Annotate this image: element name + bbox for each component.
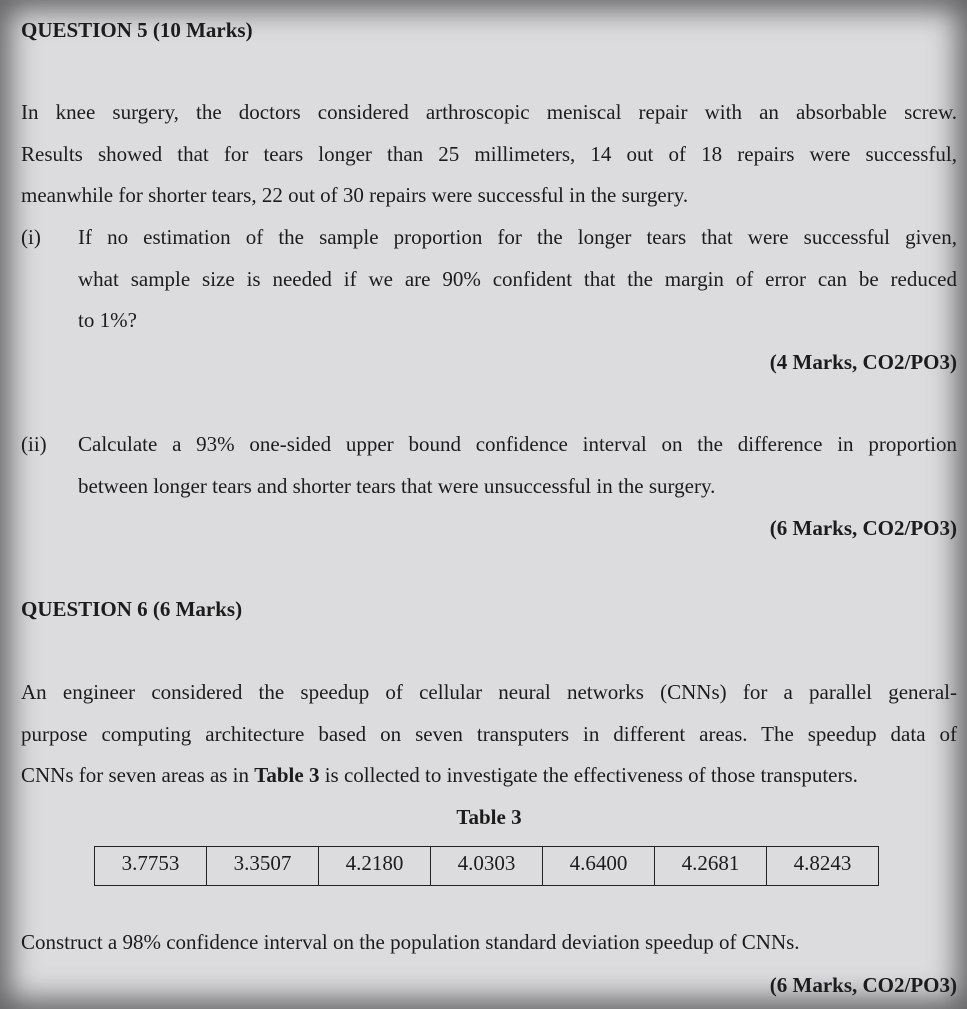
q6-intro-line-1: An engineer considered the speedup of cellular neural networks (CNNs) for a parallel general- — [21, 680, 957, 704]
question-5-intro — [21, 92, 957, 217]
q6-intro-line-3-end: is collected to investigate the effectiveness of those transputers. — [319, 763, 858, 787]
table-cell-3: 4.2180 — [319, 847, 431, 886]
part-ii-label: (ii) — [21, 432, 47, 456]
table-cell-6: 4.2681 — [655, 847, 767, 886]
part-ii-text — [78, 424, 957, 507]
q5-intro-line-1: In knee surgery, the doctors considered arthroscopic meniscal repair with an absorbable screw. — [21, 100, 957, 124]
table-cell-4: 4.0303 — [431, 847, 543, 886]
part-i-line-2: what sample size is needed if we are 90% confident that the margin of error can be reduced — [78, 266, 957, 291]
part-i-line-3: to 1%? — [78, 308, 137, 332]
table-3-caption: Table 3 — [456, 805, 522, 829]
part-ii-line-2: between longer tears and shorter tears that were unsuccessful in the surgery. — [78, 473, 716, 498]
part-i-marks: (4 Marks, CO2/PO3) — [769, 350, 957, 374]
question-6-intro — [21, 672, 957, 797]
question-6-marks: (6 Marks, CO2/PO3) — [769, 973, 957, 997]
q6-intro-line-2: purpose computing architecture based on seven transputers in different areas. The speedup data of — [21, 721, 957, 746]
q6-intro-line-3 — [21, 755, 957, 797]
question-6-heading: QUESTION 6 (6 Marks) — [21, 597, 243, 621]
speedup-data-table — [94, 846, 879, 886]
table-row — [95, 847, 879, 886]
table-cell-2: 3.3507 — [207, 847, 319, 886]
table-reference: Table 3 — [254, 763, 320, 787]
question-6-task: Construct a 98% confidence interval on the population standard deviation speedup of CNNs. — [21, 930, 800, 954]
table-cell-7: 4.8243 — [767, 847, 879, 886]
table-cell-1: 3.7753 — [95, 847, 207, 886]
part-i-text — [78, 217, 957, 342]
part-i-label: (i) — [21, 225, 41, 249]
part-ii-marks: (6 Marks, CO2/PO3) — [769, 516, 957, 540]
q5-intro-line-3: meanwhile for shorter tears, 22 out of 30 repairs were successful in the surgery. — [21, 183, 689, 207]
part-i-line-1: If no estimation of the sample proportion for the longer tears that were successful given, — [78, 225, 957, 249]
q6-intro-line-3-start: CNNs for seven areas as in — [21, 763, 255, 787]
part-ii-line-1: Calculate a 93% one-sided upper bound confidence interval on the difference in proportion — [78, 432, 957, 456]
q5-intro-line-2: Results showed that for tears longer than 25 millimeters, 14 out of 18 repairs were successful, — [21, 141, 957, 166]
question-5-heading: QUESTION 5 (10 Marks) — [21, 18, 253, 42]
table-cell-5: 4.6400 — [543, 847, 655, 886]
